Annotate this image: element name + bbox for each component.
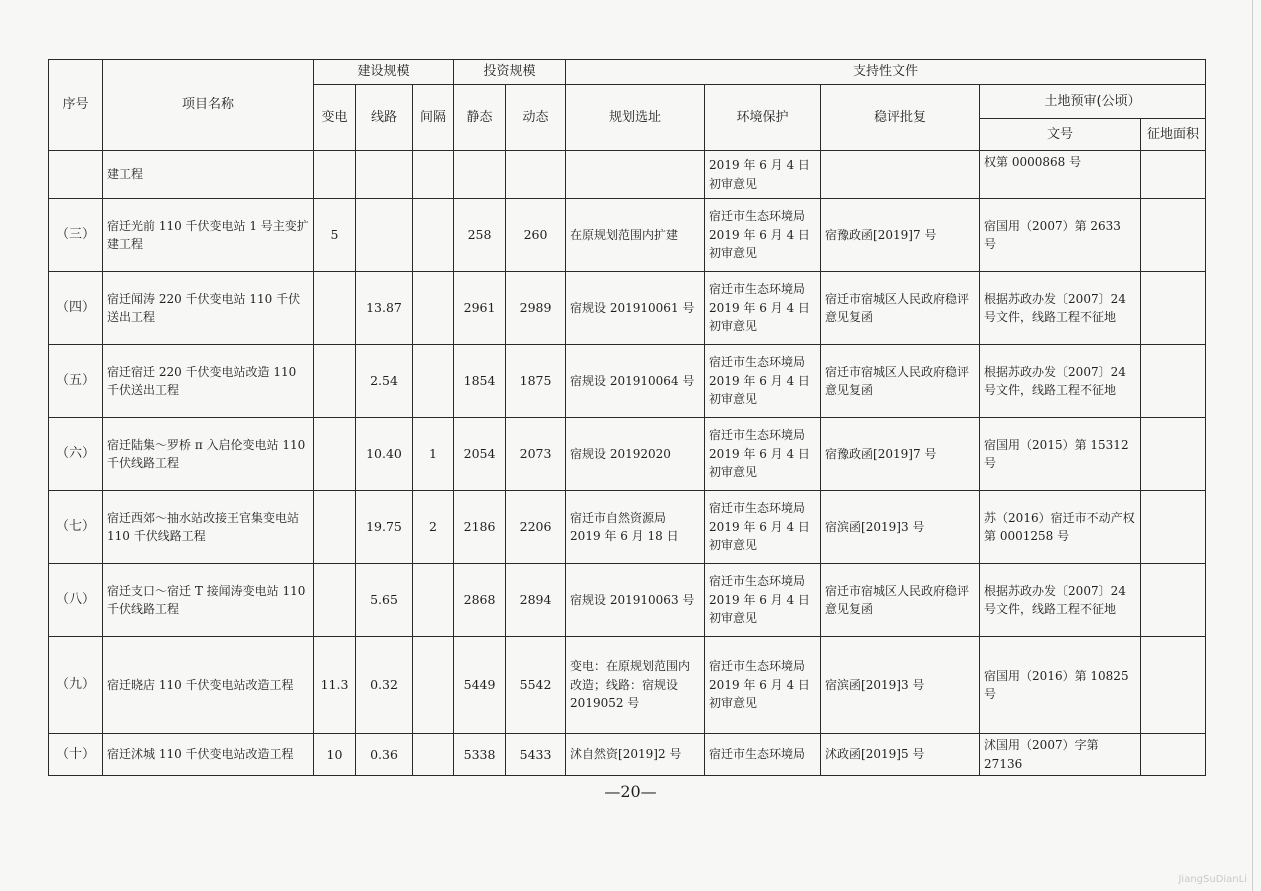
header-planning: 规划选址 [566, 85, 705, 151]
header-project-name: 项目名称 [103, 60, 314, 151]
header-dynamic: 动态 [506, 85, 566, 151]
header-support-docs: 支持性文件 [566, 60, 1206, 85]
table-row: （九） 宿迁晓店 110 千伏变电站改造工程 11.3 0.32 5449 5542 变电：在原规划范围内改造；线路：宿规设 2019052 号 宿迁市生态环境局 2019 年 6 月 4 日初审意见 宿滨函[2019]3 号 宿国用（2016）第 10825 号 [49, 637, 1206, 734]
table-row: （六） 宿迁陆集～罗桥 π 入启伦变电站 110 千伏线路工程 10.40 1 2054 2073 宿规设 20192020 宿迁市生态环境局 2019 年 6 月 4 日初审意见 宿豫政函[2019]7 号 宿国用（2015）第 15312 号 [49, 418, 1206, 491]
table-row: （四） 宿迁闻涛 220 千伏变电站 110 千伏送出工程 13.87 2961 2989 宿规设 201910061 号 宿迁市生态环境局 2019 年 6 月 4 日初审意见 宿迁市宿城区人民政府稳评意见复函 根据苏政办发〔2007〕24 号文件，线路工程不征地 [49, 272, 1206, 345]
table-row: 建工程 2019 年 6 月 4 日初审意见 权第 0000868 号 [49, 151, 1206, 199]
page-number: —20— [604, 782, 657, 801]
table-row: （八） 宿迁支口～宿迁 T 接闻涛变电站 110 千伏线路工程 5.65 2868 2894 宿规设 201910063 号 宿迁市生态环境局 2019 年 6 月 4 日初审意见 宿迁市宿城区人民政府稳评意见复函 根据苏政办发〔2007〕24 号文件，线路工程不征地 [49, 564, 1206, 637]
table-row: （十） 宿迁沭城 110 千伏变电站改造工程 10 0.36 5338 5433 沭自然资[2019]2 号 宿迁市生态环境局 沭政函[2019]5 号 沭国用（2007）字第 27136 [49, 734, 1206, 776]
table-row: （七） 宿迁西郊～抽水站改接王官集变电站 110 千伏线路工程 19.75 2 2186 2206 宿迁市自然资源局 2019 年 6 月 18 日 宿迁市生态环境局 2019 年 6 月 4 日初审意见 宿滨函[2019]3 号 苏（2016）宿迁市不动产权第 0001258 号 [49, 491, 1206, 564]
header-line: 线路 [356, 85, 413, 151]
header-build-scale: 建设规模 [314, 60, 454, 85]
header-land-pre: 土地预审(公顷） [980, 85, 1206, 119]
header-env: 环境保护 [705, 85, 821, 151]
header-bay: 间隔 [413, 85, 454, 151]
header-substation: 变电 [314, 85, 356, 151]
table-header [49, 60, 1206, 151]
scan-edge [1252, 0, 1253, 891]
watermark: JiangSuDianLi [1178, 874, 1247, 885]
header-stability: 稳评批复 [821, 85, 980, 151]
header-seq: 序号 [49, 60, 103, 151]
table-body [49, 151, 1206, 776]
table-row: （三） 宿迁光前 110 千伏变电站 1 号主变扩建工程 5 258 260 在原规划范围内扩建 宿迁市生态环境局 2019 年 6 月 4 日初审意见 宿豫政函[2019]7 号 宿国用（2007）第 2633 号 [49, 199, 1206, 272]
header-invest-scale: 投资规模 [454, 60, 566, 85]
header-static: 静态 [454, 85, 506, 151]
project-table [48, 59, 1206, 776]
header-doc-no: 文号 [980, 119, 1141, 151]
table-row: （五） 宿迁宿迁 220 千伏变电站改造 110 千伏送出工程 2.54 1854 1875 宿规设 201910064 号 宿迁市生态环境局 2019 年 6 月 4 日初审意见 宿迁市宿城区人民政府稳评意见复函 根据苏政办发〔2007〕24 号文件，线路工程不征地 [49, 345, 1206, 418]
header-land-area: 征地面积 [1141, 119, 1206, 151]
